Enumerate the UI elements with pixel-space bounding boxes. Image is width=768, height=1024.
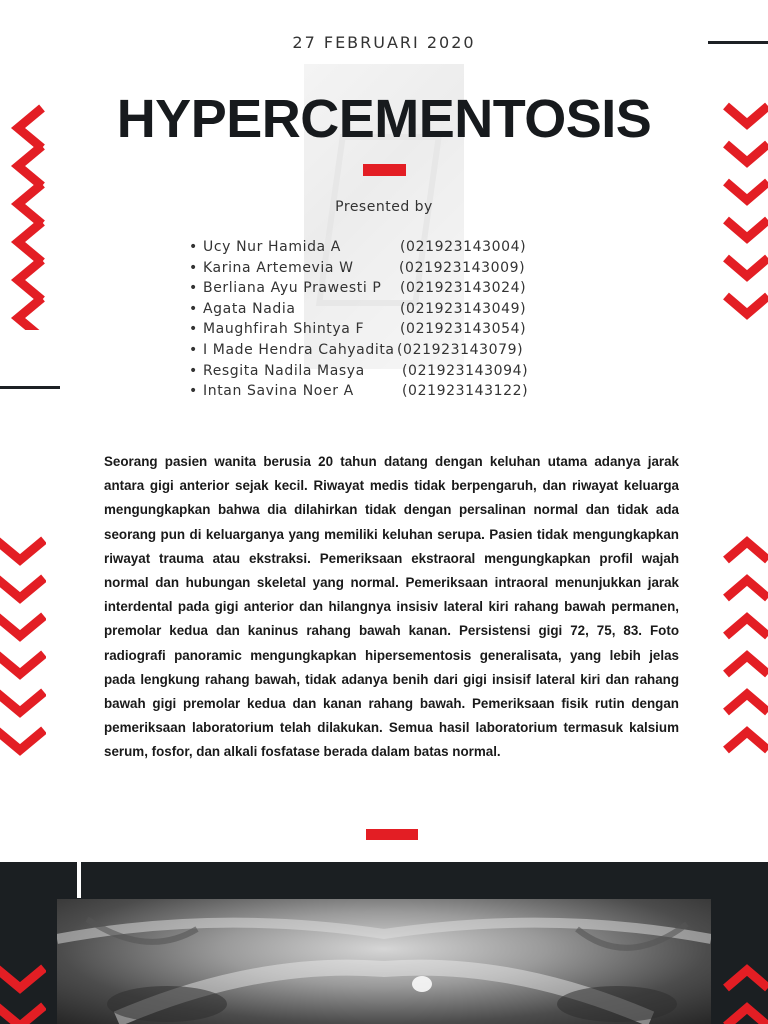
chevron-pattern-icon <box>0 962 46 1024</box>
panoramic-xray-image <box>57 899 711 1024</box>
member-name: Karina Artemevia W <box>203 259 354 276</box>
member-name: Agata Nadia <box>203 300 296 317</box>
list-item: • Karina Artemevia W (021923143009) <box>189 259 526 276</box>
chevron-pattern-icon <box>722 534 768 762</box>
member-name: Maughfirah Shintya F <box>203 321 365 338</box>
case-description: Seorang pasien wanita berusia 20 tahun datang dengan keluhan utama adanya jarak antara gigi anterior sejak kecil. Riwayat medis tidak berpengaruh, dan riwayat keluarga mengungkapkan bahwa dia dilahirkan tidak dengan persalinan normal dan tidak ada seorang pun di keluarganya yang memiliki keluhan serupa. Pasien tidak mengungkapkan riwayat trauma atau ekstraksi. Pemeriksaan ekstraoral mengungkapkan profil wajah normal dan hubungan skeletal yang normal. Pemeriksaan intraoral menunjukkan jarak interdental pada gigi anterior dan hilangnya insisiv lateral kiri rahang bawah permanen, premolar kedua dan kaninus rahang bawah kanan. Persistensi gigi 72, 75, 83. Foto radiografi panoramic mengungkapkan hipersementosis generalisata, yang lebih jelas pada lengkung rahang bawah, tidak adanya benih dari gigi insisif lateral kiri dan rahang bawah gigi premolar kedua dan kanan rahang bawah. Pemeriksaan fisik rutin dengan pemeriksaan laboratorium telah dilakukan. Semua hasil laboratorium termasuk kalsium serum, fosfor, dan alkali fosfatase berada dalam batas normal. <box>104 454 679 760</box>
section-accent-bar <box>366 829 418 840</box>
page-title: HYPERCEMENTOSIS <box>116 89 652 149</box>
list-item: • Ucy Nur Hamida A (021923143004) <box>189 239 527 255</box>
member-nim: (021923143004) <box>400 239 527 255</box>
member-nim: (021923143122) <box>402 383 529 400</box>
member-name: Resgita Nadila Masya <box>203 362 365 379</box>
member-nim: (021923143079) <box>397 341 524 358</box>
list-item: • Berliana Ayu Prawesti P (021923143024) <box>189 280 527 297</box>
member-name: I Made Hendra Cahyadita <box>203 341 395 358</box>
chevron-pattern-icon <box>0 102 46 330</box>
footer-divider <box>77 862 81 898</box>
member-nim: (021923143094) <box>402 362 529 379</box>
list-item: • I Made Hendra Cahyadita (021923143079) <box>189 341 524 358</box>
member-name: Berliana Ayu Prawesti P <box>203 280 382 297</box>
member-nim: (021923143009) <box>399 259 526 276</box>
list-item: • Agata Nadia (021923143049) <box>189 300 527 317</box>
member-name: Ucy Nur Hamida A <box>203 239 341 255</box>
member-name: Intan Savina Noer A <box>203 383 354 400</box>
left-rule <box>0 386 60 389</box>
member-nim: (021923143049) <box>400 300 527 317</box>
member-nim: (021923143024) <box>400 280 527 297</box>
list-item: • Maughfirah Shintya F (021923143054) <box>189 321 527 338</box>
presenter-list <box>189 239 569 404</box>
chevron-pattern-icon <box>722 962 768 1024</box>
title-accent-bar <box>363 164 406 176</box>
list-item: • Intan Savina Noer A (021923143122) <box>189 383 529 400</box>
member-nim: (021923143054) <box>400 321 527 338</box>
chevron-pattern-icon <box>722 100 768 328</box>
presented-by-label: Presented by <box>335 199 433 215</box>
list-item: • Resgita Nadila Masya (021923143094) <box>189 362 529 379</box>
date-label: 27 FEBRUARI 2020 <box>292 33 476 52</box>
chevron-pattern-icon <box>0 534 46 762</box>
top-right-rule <box>708 41 768 44</box>
